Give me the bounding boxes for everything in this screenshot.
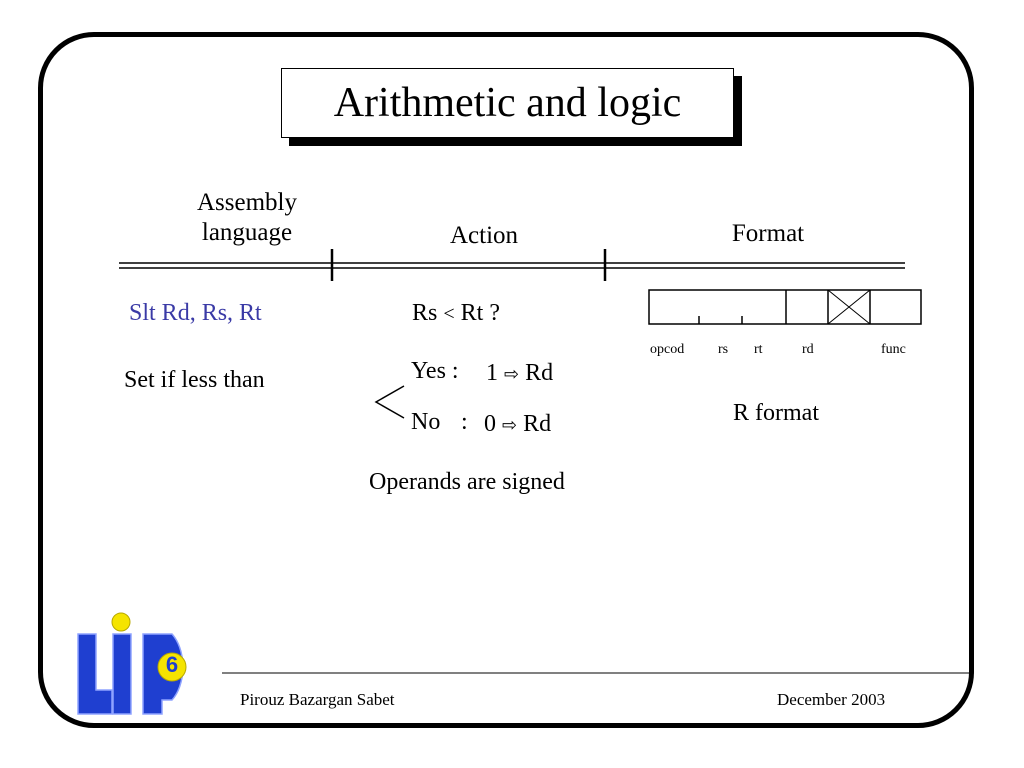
- condition-operator: <: [443, 303, 455, 325]
- header-assembly-line2: language: [201, 219, 293, 246]
- yes-arrow-icon: ⇨: [504, 364, 520, 385]
- logo-badge-number: 6: [165, 652, 179, 677]
- condition-expression: [412, 300, 500, 327]
- header-assembly-line1: Assembly: [197, 189, 297, 216]
- no-result: [484, 411, 551, 438]
- no-colon: :: [461, 409, 468, 435]
- instruction-description: Set if less than: [124, 367, 265, 393]
- no-label: No: [411, 409, 441, 435]
- instruction-syntax: Slt Rd, Rs, Rt: [129, 300, 262, 326]
- footer-author: Pirouz Bazargan Sabet: [240, 690, 395, 709]
- format-name: R format: [733, 400, 819, 426]
- header-format: Format: [731, 220, 805, 247]
- format-field-rs: rs: [718, 342, 729, 357]
- no-dest: Rd: [523, 411, 552, 437]
- format-box: [649, 290, 921, 324]
- operands-note: Operands are signed: [369, 469, 565, 495]
- yes-label: Yes :: [411, 358, 459, 384]
- yes-dest: Rd: [525, 360, 554, 386]
- footer-date: December 2003: [777, 690, 886, 709]
- format-field-func: func: [881, 342, 906, 357]
- yes-value: 1: [486, 360, 498, 386]
- header-action: Action: [449, 222, 519, 249]
- page-title: Arithmetic and logic: [333, 80, 682, 126]
- condition-right: Rt ?: [460, 300, 500, 326]
- no-arrow-icon: ⇨: [502, 415, 518, 436]
- format-field-opcod: opcod: [650, 342, 685, 357]
- format-field-rd: rd: [802, 342, 814, 357]
- format-field-rt: rt: [754, 342, 763, 357]
- no-value: 0: [484, 411, 496, 437]
- branch-chevron: [376, 386, 404, 418]
- condition-left: Rs: [412, 300, 438, 326]
- yes-result: [486, 360, 553, 387]
